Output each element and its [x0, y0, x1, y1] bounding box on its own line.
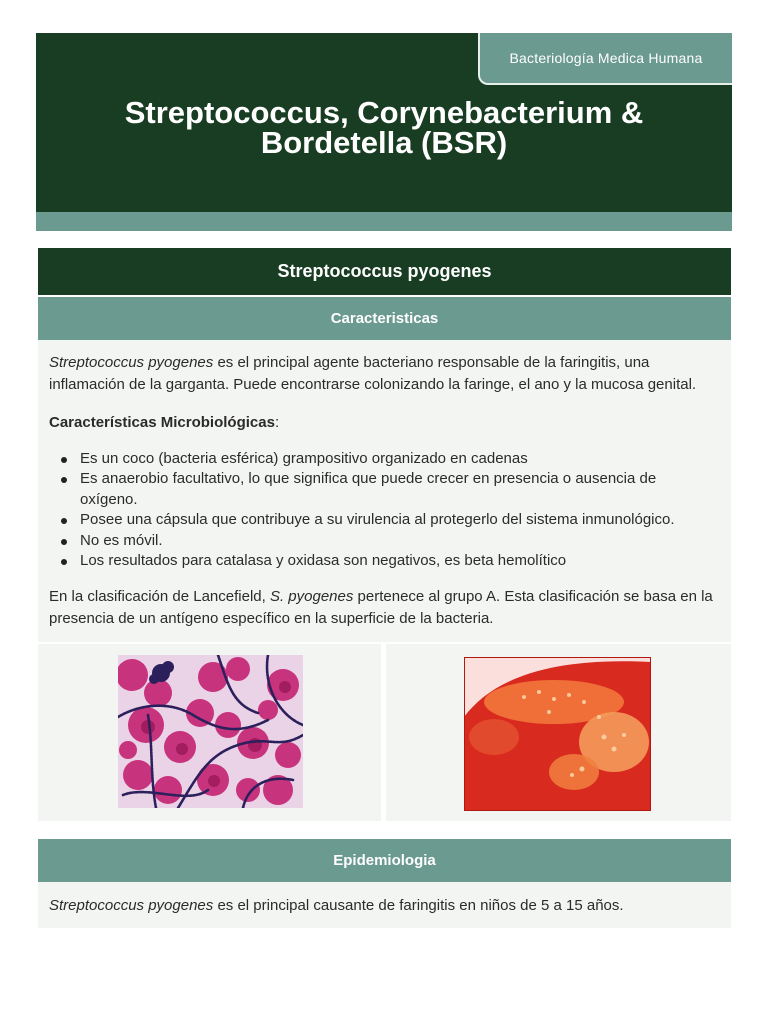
section-title: Streptococcus pyogenes — [38, 248, 731, 295]
intro-species: Streptococcus pyogenes — [49, 354, 214, 371]
characteristics-heading: Caracteristicas — [38, 297, 731, 340]
micro-heading-colon: : — [274, 414, 280, 431]
list-item: Es anaerobio facultativo, lo que significa que puede crecer en presencia o ausencia de oxígeno. — [49, 469, 709, 510]
list-item: No es móvil. — [49, 531, 709, 551]
gram-stain-micrograph-image — [118, 655, 303, 808]
header-accent-strip — [36, 212, 732, 231]
micro-heading — [49, 412, 721, 434]
epidemiology-text: es el principal causante de faringitis en niños de 5 a 15 años. — [213, 897, 624, 914]
list-item: Es un coco (bacteria esférica) grampositivo organizado en cadenas — [49, 449, 709, 469]
list-item: Posee una cápsula que contribuye a su virulencia al protegerlo del sistema inmunológico. — [49, 510, 709, 530]
list-item: Los resultados para catalasa y oxidasa son negativos, es beta hemolítico — [49, 551, 709, 571]
course-label-tab: Bacteriología Medica Humana — [478, 33, 732, 85]
lancefield-post: pertenece al grupo A. Esta clasificación se basa en la presencia de un antígeno específico en la superficie de la bacteria. — [49, 588, 713, 627]
lancefield-paragraph — [49, 586, 721, 630]
epidemiology-heading: Epidemiologia — [38, 839, 731, 882]
page-title-line-1: Streptococcus, Corynebacterium & — [124, 95, 644, 130]
intro-text: es el principal agente bacteriano responsable de la faringitis, una inflamación de la garganta. Puede encontrarse colonizando la faringe, el ano y la mucosa genital. — [49, 354, 697, 393]
page-title — [36, 95, 732, 160]
lancefield-species: S. pyogenes — [269, 588, 354, 605]
blood-agar-plate-photo — [464, 657, 651, 811]
epidemiology-paragraph — [49, 895, 721, 917]
micro-bullet-list — [49, 449, 709, 571]
lancefield-pre: En la clasificación de Lancefield, — [49, 588, 270, 605]
epidemiology-species: Streptococcus pyogenes — [49, 897, 214, 914]
micro-heading-text: Características Microbiológicas — [49, 414, 275, 431]
intro-paragraph — [49, 352, 721, 396]
page-title-line-2: Bordetella (BSR) — [260, 125, 508, 160]
gram-stain-micrograph — [118, 655, 303, 808]
blood-agar-plate-image — [464, 657, 651, 811]
